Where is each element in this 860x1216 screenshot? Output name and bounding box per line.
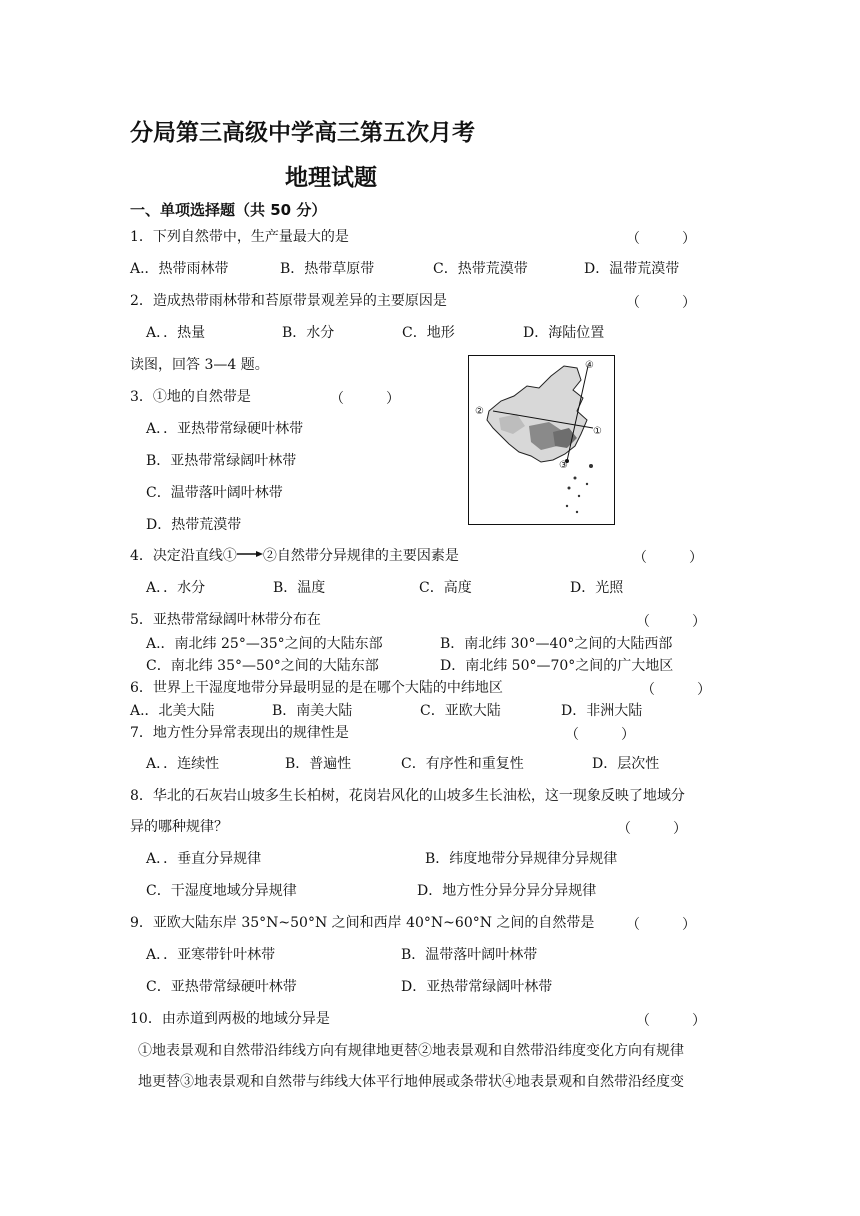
q3-option-c: C．温带落叶阔叶林带	[146, 485, 283, 501]
q2-option-c: C．地形	[402, 325, 455, 341]
q1-option-d: D．温带荒漠带	[584, 261, 680, 277]
map-label-2: ②	[475, 406, 484, 417]
q4-stem-part1: 4．决定沿直线①	[130, 548, 237, 564]
q5-option-d: D．南北纬 50°—70°之间的广大地区	[440, 658, 674, 674]
q8-option-a: A．．垂直分异规律	[146, 851, 262, 867]
map-label-1: ①	[593, 426, 602, 437]
q4-stem-part2: ②自然带分异规律的主要因素是	[262, 548, 459, 564]
q1-option-c: C．热带荒漠带	[433, 261, 528, 277]
q10-statement-line1: ①地表景观和自然带沿纬线方向有规律地更替②地表景观和自然带沿纬度变化方向有规律	[138, 1043, 684, 1059]
q6-option-b: B．南美大陆	[272, 703, 353, 719]
q1-stem: 1．下列自然带中，生产量最大的是	[130, 229, 349, 245]
q5-stem: 5．亚热带常绿阔叶林带分布在	[130, 612, 321, 628]
q9-option-a: A．．亚寒带针叶林带	[146, 947, 276, 963]
q8-stem-line1: 8．华北的石灰岩山坡多生长柏树，花岗岩风化的山坡多生长油松，这一现象反映了地域分	[130, 788, 685, 804]
q7-option-b: B．普遍性	[285, 756, 352, 772]
q9-option-b: B．温带落叶阔叶林带	[401, 947, 538, 963]
q1-option-a: A.．热带雨林带	[130, 261, 229, 277]
q10-statement-line2: 地更替③地表景观和自然带与纬线大体平行地伸展或条带状④地表景观和自然带沿经度变	[138, 1074, 684, 1090]
q8-option-b: B．纬度地带分异规律分异规律	[425, 851, 618, 867]
q9-option-d: D．亚热带常绿阔叶林带	[401, 979, 553, 995]
section-heading: 一、单项选择题（共 50 分）	[130, 201, 327, 219]
q7-option-a: A．．连续性	[146, 756, 220, 772]
q8-option-c: C．干湿度地域分异规律	[146, 883, 297, 899]
q3-stem: 3．①地的自然带是	[130, 389, 251, 405]
q7-option-c: C．有序性和重复性	[401, 756, 524, 772]
q1-answer-bracket: （ ）	[626, 231, 696, 247]
q5-option-a: A.．南北纬 25°—35°之间的大陆东部	[146, 636, 383, 652]
q10-answer-bracket: （ ）	[636, 1013, 706, 1029]
q3-answer-bracket: （ ）	[330, 391, 400, 407]
q3-option-b: B．亚热带常绿阔叶林带	[146, 453, 297, 469]
arrow-right-icon	[237, 551, 263, 561]
q2-option-b: B．水分	[282, 325, 335, 341]
q6-option-c: C．亚欧大陆	[420, 703, 501, 719]
q9-answer-bracket: （ ）	[626, 917, 696, 933]
q4-option-c: C．高度	[419, 580, 472, 596]
q9-stem: 9．亚欧大陆东岸 35°N~50°N 之间和西岸 40°N~60°N 之间的自然带是	[130, 915, 595, 931]
q6-answer-bracket: （ ）	[641, 682, 711, 698]
q3-option-d: D．热带荒漠带	[146, 517, 242, 533]
q7-answer-bracket: （ ）	[565, 727, 635, 743]
q4-answer-bracket: （ ）	[633, 550, 703, 566]
read-instruction: 读图，回答 3—4 题。	[130, 357, 269, 373]
q5-option-c: C．南北纬 35°—50°之间的大陆东部	[146, 658, 379, 674]
q8-option-d: D．地方性分异分异分异规律	[417, 883, 597, 899]
exam-title: 分局第三高级中学高三第五次月考	[130, 120, 475, 146]
q5-option-b: B．南北纬 30°—40°之间的大陆西部	[440, 636, 673, 652]
q4-option-b: B．温度	[273, 580, 326, 596]
china-map-drawing	[469, 356, 613, 523]
q8-stem-line2: 异的哪种规律？	[130, 819, 228, 835]
q2-answer-bracket: （ ）	[626, 295, 696, 311]
q7-option-d: D．层次性	[592, 756, 660, 772]
q2-stem: 2．造成热带雨林带和苔原带景观差异的主要原因是	[130, 293, 447, 309]
q8-answer-bracket: （ ）	[617, 821, 687, 837]
q9-option-c: C．亚热带常绿硬叶林带	[146, 979, 297, 995]
q2-option-d: D．海陆位置	[523, 325, 605, 341]
q4-option-a: A．．水分	[146, 580, 206, 596]
q2-option-a: A．．热量	[146, 325, 206, 341]
q6-option-a: A.．北美大陆	[130, 703, 215, 719]
q5-answer-bracket: （ ）	[636, 614, 706, 630]
map-label-4: ④	[585, 360, 594, 371]
q7-stem: 7．地方性分异常表现出的规律性是	[130, 725, 349, 741]
q1-option-b: B．热带草原带	[280, 261, 375, 277]
q6-stem: 6．世界上干湿度地带分异最明显的是在哪个大陆的中纬地区	[130, 680, 503, 696]
q3-option-a: A．．亚热带常绿硬叶林带	[146, 421, 304, 437]
q10-stem: 10．由赤道到两极的地域分异是	[130, 1011, 330, 1027]
china-map-figure	[468, 355, 615, 525]
map-label-3: ③	[559, 460, 568, 471]
q6-option-d: D．非洲大陆	[561, 703, 643, 719]
exam-subtitle: 地理试题	[285, 165, 377, 191]
q4-stem	[130, 547, 459, 565]
q4-option-d: D．光照	[570, 580, 624, 596]
